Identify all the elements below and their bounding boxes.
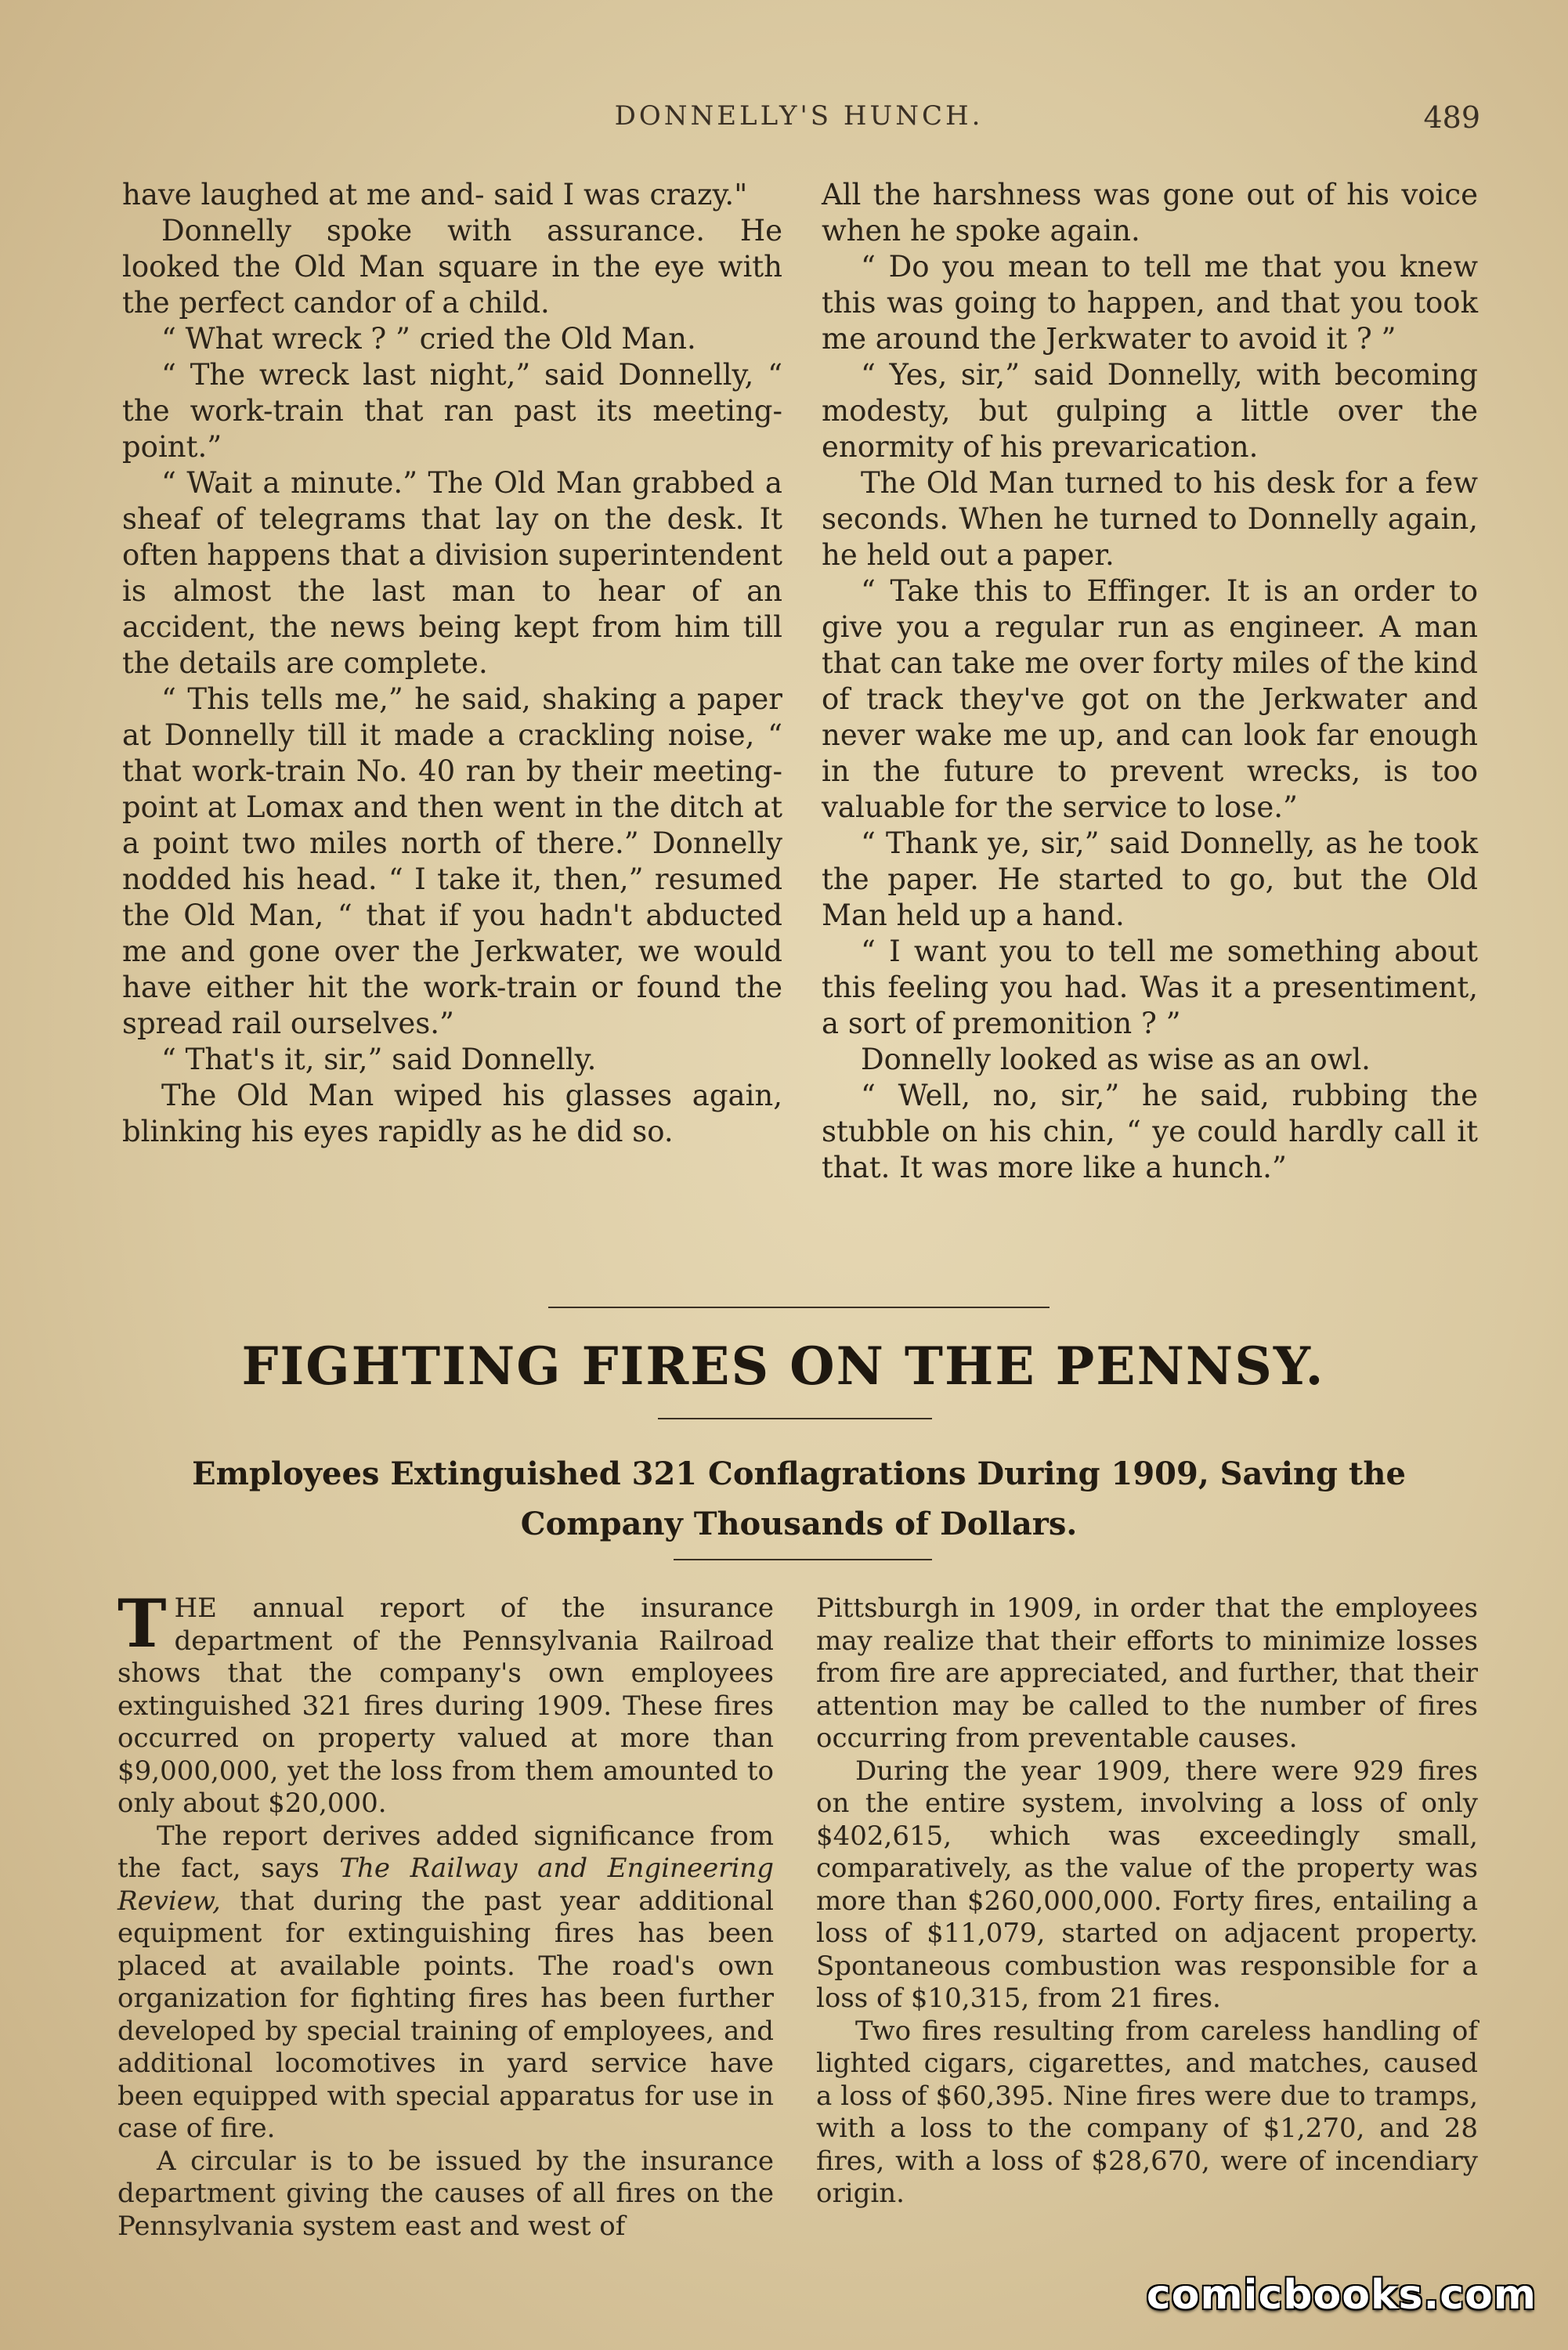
- page-number: 489: [1423, 100, 1480, 135]
- story-paragraph: “ Thank ye, sir,” said Donnelly, as he took the paper. He started to go, but the Old Man held up a hand.: [822, 826, 1478, 932]
- article-text: HE annual report of the insurance department of the Pennsylvania Railroad shows that the company's own employees extinguished 321 fires during 1909. These fires occurred on property valued at more than $9,000,000, yet the loss from them amounted to only about $20,000.: [117, 1593, 774, 1819]
- story-paragraph: Donnelly spoke with assurance. He looked the Old Man square in the eye with the perfect candor of a child.: [122, 214, 782, 320]
- story-paragraph: “ That's it, sir,” said Donnelly.: [161, 1043, 597, 1076]
- story-paragraph: The Old Man turned to his desk for a few seconds. When he turned to Donnelly again, he held out a paper.: [822, 466, 1478, 572]
- headline-rule: [658, 1418, 932, 1419]
- story-paragraph: “ What wreck ? ” cried the Old Man.: [161, 322, 696, 356]
- watermark-logo: comicbooks.com: [1146, 2272, 1537, 2319]
- article-paragraph: Two fires resulting from careless handling of lighted cigars, cigarettes, and matches, caused a loss of $60,395. Nine fires were due to tramps, with a loss to the company of $1,270, and 28 fires, with a loss of $28,670, were of incendiary origin.: [816, 2015, 1478, 2209]
- story-paragraph: “ Well, no, sir,” he said, rubbing the stubble on his chin, “ ye could hardly call it that. It was more like a hunch.”: [822, 1079, 1478, 1184]
- article-paragraph: Pittsburgh in 1909, in order that the employees may realize that their efforts to minimize losses from fire are appreciated, and further, that their attention may be called to the number of fires occurring from preventable causes.: [816, 1593, 1478, 1754]
- story-paragraph: “ The wreck last night,” said Donnelly, “ the work-train that ran past its meeting-point.”: [122, 358, 782, 464]
- story-paragraph: have laughed at me and- said I was crazy.": [122, 178, 748, 212]
- section-divider: [548, 1307, 1050, 1308]
- story-paragraph: The Old Man wiped his glasses again, blinking his eyes rapidly as he did so.: [122, 1079, 782, 1148]
- story-paragraph: All the harshness was gone out of his voice when he spoke again.: [822, 178, 1478, 248]
- running-head: [117, 100, 1480, 147]
- story-paragraph: “ Yes, sir,” said Donnelly, with becoming modesty, but gulping a little over the enormity of his prevarication.: [822, 358, 1478, 464]
- article-text: The report derives added significance from the fact, says: [117, 1820, 774, 1884]
- running-title: DONNELLY'S HUNCH.: [614, 100, 984, 132]
- story-paragraph: “ Do you mean to tell me that you knew this was going to happen, and that you took me around the Jerkwater to avoid it ? ”: [822, 250, 1478, 356]
- article-paragraph: [117, 1820, 774, 2146]
- story-paragraph: “ Wait a minute.” The Old Man grabbed a sheaf of telegrams that lay on the desk. It often happens that a division superintendent is almost the last man to hear of an accident, the news being kept from him till the details are complete.: [122, 466, 782, 680]
- article-subhead: Employees Extinguished 321 Conflagrations During 1909, Saving the Company Thousands of Dollars.: [192, 1455, 1406, 1542]
- subhead-rule: [674, 1559, 932, 1560]
- story-paragraph: “ This tells me,” he said, shaking a paper at Donnelly till it made a crackling noise, “ that work-train No. 40 ran by their meeting-point at Lomax and then went in the ditch at a point two miles north of there.” Donnelly nodded his head. “ I take it, then,” resumed the Old Man, “ that if you hadn't abducted me and gone over the Jerkwater, we would have either hit the work-train or found the spread rail ourselves.”: [122, 682, 782, 1040]
- article-paragraph: During the year 1909, there were 929 fires on the entire system, involving a loss of only $402,615, which was exceedingly small, comparatively, as the value of the property was more than $260,000,000. Forty fires, entailing a loss of $11,079, started on adjacent property. Spontaneous combustion was responsible for a loss of $10,315, from 21 fires.: [816, 1755, 1478, 2014]
- article-paragraph: [117, 1585, 774, 1820]
- story-column-left: [122, 177, 782, 1150]
- story-paragraph: “ Take this to Effinger. It is an order to give you a regular run as engineer. A man that can take me over forty miles of the kind of track they've got on the Jerkwater and never wake me up, and can look far enough in the future to prevent wrecks, is too valuable for the service to lose.”: [822, 574, 1478, 824]
- article-paragraph: A circular is to be issued by the insurance department giving the causes of all fires on the Pennsylvania system east and west of: [117, 2145, 774, 2242]
- story-paragraph: Donnelly looked as wise as an owl.: [861, 1043, 1371, 1076]
- article-text: that during the past year additional equipment for extinguishing fires has been placed at available points. The road's own organization for fighting fires has been further developed by special training of employees, and additional locomotives in yard service have been equipped with special apparatus for use in case of fire.: [117, 1885, 774, 2144]
- article-headline: FIGHTING FIRES ON THE PENNSY.: [241, 1336, 1325, 1397]
- drop-cap: T: [117, 1585, 167, 1662]
- source-citation: The Railway and Engineering Review,: [117, 1853, 774, 1917]
- article-column-right: [816, 1593, 1478, 2211]
- story-column-right: [822, 177, 1478, 1186]
- article-column-left: [117, 1585, 774, 2243]
- story-paragraph: “ I want you to tell me something about this feeling you had. Was it a presentiment, a sort of premonition ? ”: [822, 935, 1478, 1040]
